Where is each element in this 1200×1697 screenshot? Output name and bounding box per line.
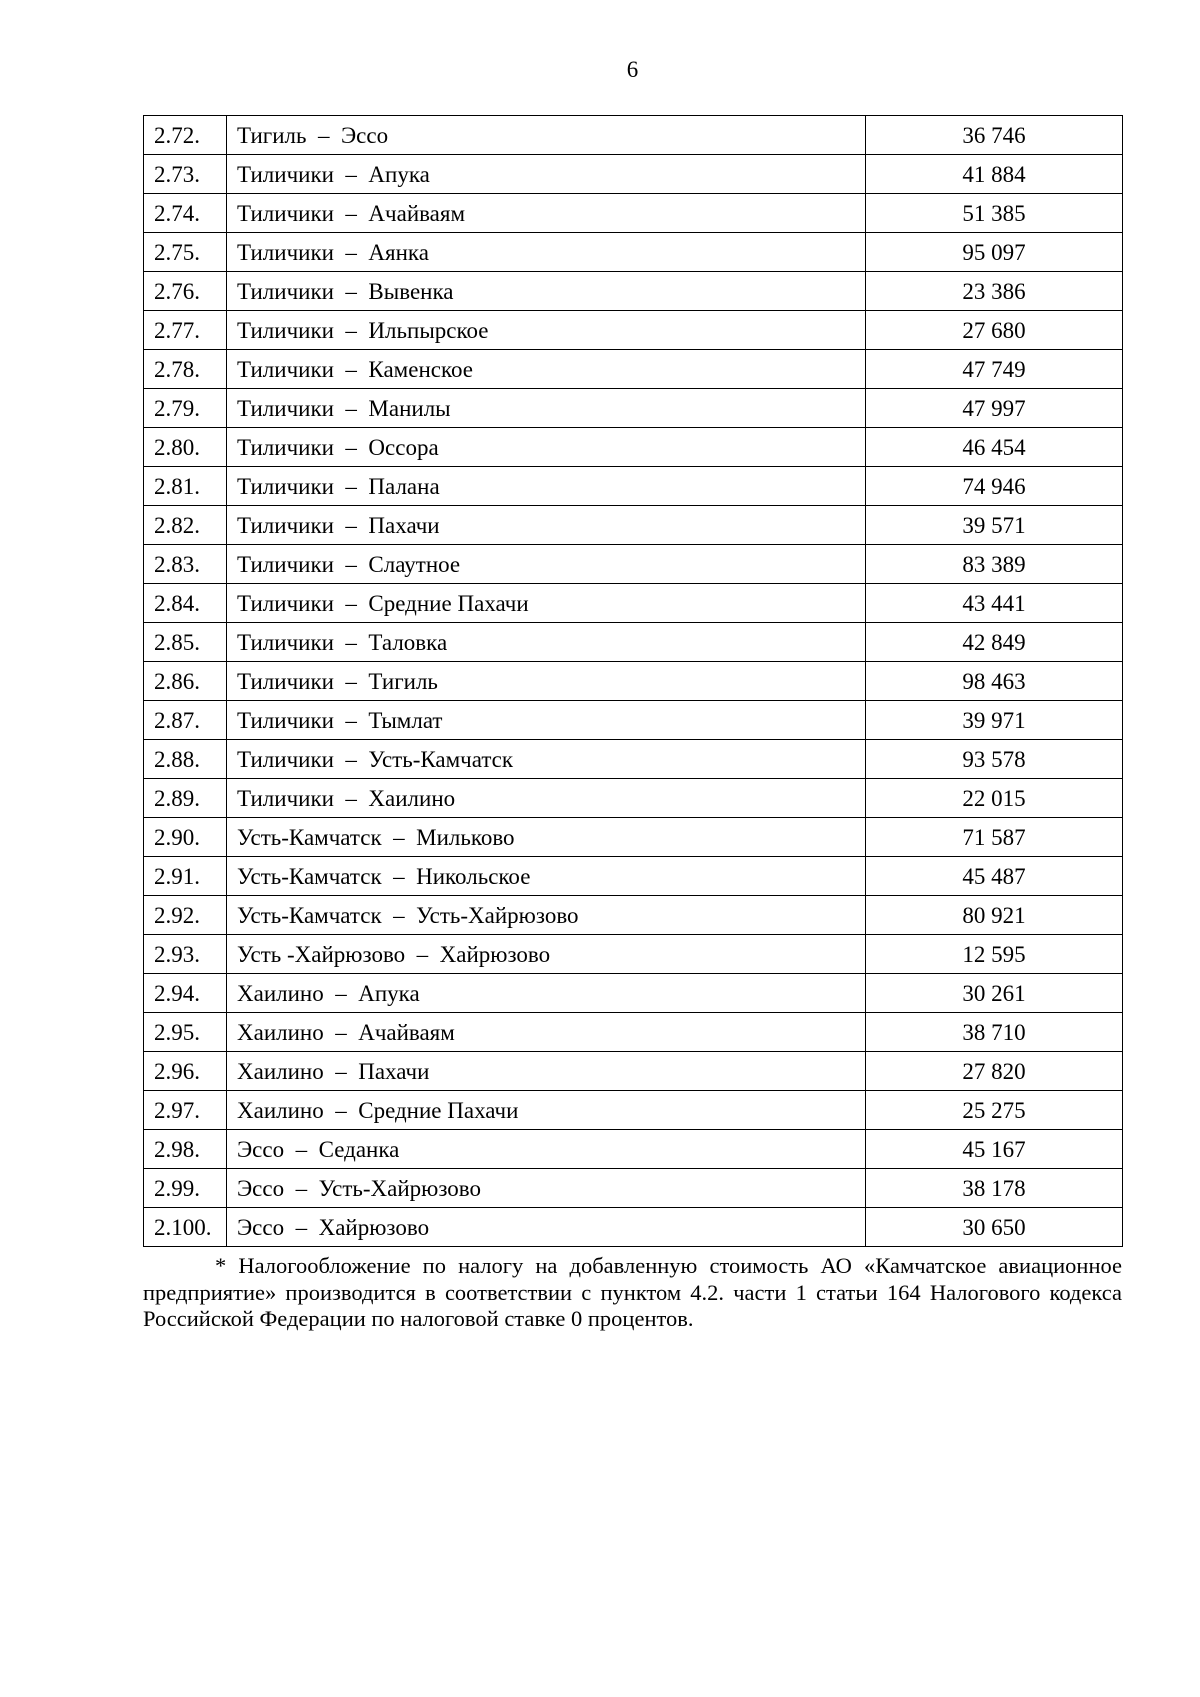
row-number: 2.96. — [144, 1052, 227, 1091]
table-row — [144, 662, 1123, 701]
route-name: Хаилино – Апука — [227, 974, 866, 1013]
tariff-table-body — [144, 116, 1123, 1247]
route-name: Тиличики – Тигиль — [227, 662, 866, 701]
route-name: Эссо – Хайрюзово — [227, 1208, 866, 1247]
table-row — [144, 272, 1123, 311]
route-price: 83 389 — [866, 545, 1123, 584]
table-row — [144, 467, 1123, 506]
route-name: Тиличики – Оссора — [227, 428, 866, 467]
table-row — [144, 623, 1123, 662]
table-row — [144, 506, 1123, 545]
row-number: 2.89. — [144, 779, 227, 818]
route-name: Тиличики – Ильпырское — [227, 311, 866, 350]
route-price: 27 820 — [866, 1052, 1123, 1091]
table-row — [144, 1130, 1123, 1169]
row-number: 2.79. — [144, 389, 227, 428]
route-price: 12 595 — [866, 935, 1123, 974]
table-row — [144, 584, 1123, 623]
route-name: Усть-Камчатск – Усть-Хайрюзово — [227, 896, 866, 935]
route-price: 23 386 — [866, 272, 1123, 311]
route-price: 22 015 — [866, 779, 1123, 818]
row-number: 2.76. — [144, 272, 227, 311]
row-number: 2.75. — [144, 233, 227, 272]
route-name: Хаилино – Средние Пахачи — [227, 1091, 866, 1130]
route-price: 30 261 — [866, 974, 1123, 1013]
row-number: 2.91. — [144, 857, 227, 896]
route-price: 95 097 — [866, 233, 1123, 272]
row-number: 2.77. — [144, 311, 227, 350]
table-row — [144, 1052, 1123, 1091]
table-row — [144, 350, 1123, 389]
table-row — [144, 311, 1123, 350]
table-row — [144, 545, 1123, 584]
route-name: Тиличики – Средние Пахачи — [227, 584, 866, 623]
table-row — [144, 896, 1123, 935]
route-name: Усть-Камчатск – Мильково — [227, 818, 866, 857]
route-name: Усть-Камчатск – Никольское — [227, 857, 866, 896]
page-number: 6 — [626, 57, 639, 82]
table-row — [144, 974, 1123, 1013]
table-row — [144, 779, 1123, 818]
table-row — [144, 155, 1123, 194]
route-price: 74 946 — [866, 467, 1123, 506]
route-price: 47 749 — [866, 350, 1123, 389]
row-number: 2.73. — [144, 155, 227, 194]
route-name: Тиличики – Пахачи — [227, 506, 866, 545]
table-row — [144, 1169, 1123, 1208]
route-price: 42 849 — [866, 623, 1123, 662]
route-name: Тиличики – Тымлат — [227, 701, 866, 740]
route-name: Эссо – Седанка — [227, 1130, 866, 1169]
row-number: 2.93. — [144, 935, 227, 974]
route-name: Тигиль – Эссо — [227, 116, 866, 155]
route-name: Эссо – Усть-Хайрюзово — [227, 1169, 866, 1208]
route-name: Тиличики – Апука — [227, 155, 866, 194]
route-name: Тиличики – Каменское — [227, 350, 866, 389]
row-number: 2.97. — [144, 1091, 227, 1130]
table-row — [144, 1013, 1123, 1052]
table-row — [144, 857, 1123, 896]
table-row — [144, 1091, 1123, 1130]
table-row — [144, 233, 1123, 272]
table-row — [144, 701, 1123, 740]
row-number: 2.85. — [144, 623, 227, 662]
route-price: 80 921 — [866, 896, 1123, 935]
row-number: 2.88. — [144, 740, 227, 779]
row-number: 2.87. — [144, 701, 227, 740]
route-price: 38 710 — [866, 1013, 1123, 1052]
route-price: 46 454 — [866, 428, 1123, 467]
route-name: Тиличики – Вывенка — [227, 272, 866, 311]
row-number: 2.90. — [144, 818, 227, 857]
row-number: 2.92. — [144, 896, 227, 935]
route-name: Усть -Хайрюзово – Хайрюзово — [227, 935, 866, 974]
route-price: 30 650 — [866, 1208, 1123, 1247]
row-number: 2.74. — [144, 194, 227, 233]
row-number: 2.78. — [144, 350, 227, 389]
table-row — [144, 818, 1123, 857]
footnote: * Налогообложение по налогу на добавленную стоимость АО «Камчатское авиационное предприятие» производится в соответствии с пунктом 4.2. части 1 статьи 164 Налогового кодекса Российской Федерации по налоговой ставке 0 процентов. — [143, 1253, 1122, 1331]
route-price: 51 385 — [866, 194, 1123, 233]
row-number: 2.94. — [144, 974, 227, 1013]
route-price: 93 578 — [866, 740, 1123, 779]
route-price: 43 441 — [866, 584, 1123, 623]
row-number: 2.83. — [144, 545, 227, 584]
route-price: 45 167 — [866, 1130, 1123, 1169]
route-name: Тиличики – Палана — [227, 467, 866, 506]
route-price: 98 463 — [866, 662, 1123, 701]
row-number: 2.81. — [144, 467, 227, 506]
route-price: 71 587 — [866, 818, 1123, 857]
row-number: 2.86. — [144, 662, 227, 701]
route-name: Хаилино – Пахачи — [227, 1052, 866, 1091]
route-name: Тиличики – Таловка — [227, 623, 866, 662]
row-number: 2.84. — [144, 584, 227, 623]
row-number: 2.100. — [144, 1208, 227, 1247]
route-price: 47 997 — [866, 389, 1123, 428]
route-price: 38 178 — [866, 1169, 1123, 1208]
route-name: Хаилино – Ачайваям — [227, 1013, 866, 1052]
table-row — [144, 389, 1123, 428]
route-price: 27 680 — [866, 311, 1123, 350]
route-price: 25 275 — [866, 1091, 1123, 1130]
table-row — [144, 194, 1123, 233]
tariff-table — [143, 115, 1123, 1247]
row-number: 2.95. — [144, 1013, 227, 1052]
row-number: 2.82. — [144, 506, 227, 545]
table-row — [144, 740, 1123, 779]
row-number: 2.98. — [144, 1130, 227, 1169]
table-row — [144, 1208, 1123, 1247]
table-row — [144, 935, 1123, 974]
route-name: Тиличики – Аянка — [227, 233, 866, 272]
route-price: 45 487 — [866, 857, 1123, 896]
row-number: 2.80. — [144, 428, 227, 467]
route-price: 36 746 — [866, 116, 1123, 155]
route-name: Тиличики – Хаилино — [227, 779, 866, 818]
route-name: Тиличики – Усть-Камчатск — [227, 740, 866, 779]
route-name: Тиличики – Манилы — [227, 389, 866, 428]
route-price: 41 884 — [866, 155, 1123, 194]
row-number: 2.72. — [144, 116, 227, 155]
route-name: Тиличики – Слаутное — [227, 545, 866, 584]
table-row — [144, 116, 1123, 155]
table-row — [144, 428, 1123, 467]
route-price: 39 571 — [866, 506, 1123, 545]
route-name: Тиличики – Ачайваям — [227, 194, 866, 233]
route-price: 39 971 — [866, 701, 1123, 740]
row-number: 2.99. — [144, 1169, 227, 1208]
